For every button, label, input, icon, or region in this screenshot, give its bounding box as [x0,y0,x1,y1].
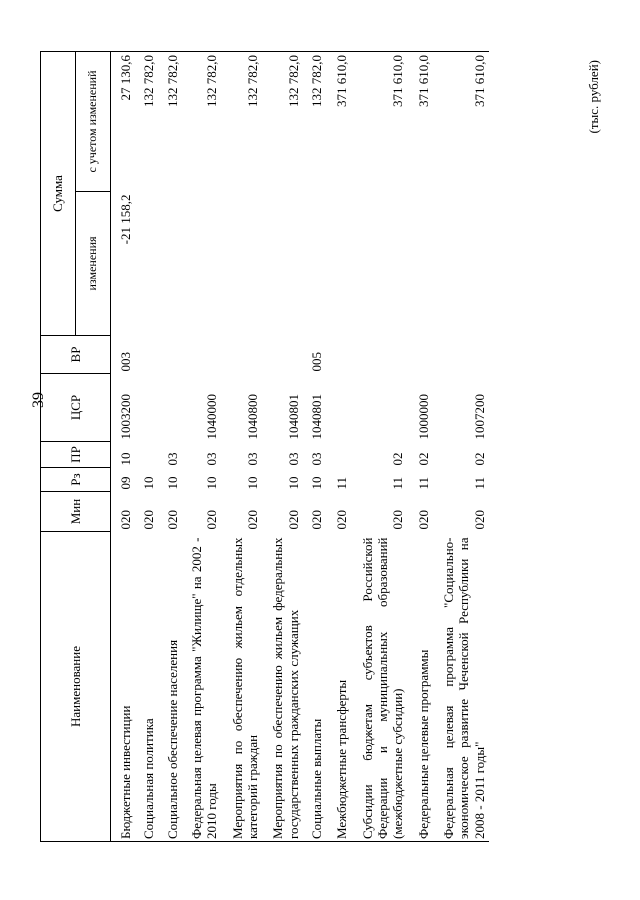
table-row [408,52,433,842]
header-pr: ПР [41,442,111,468]
cell-pr [135,442,158,468]
header-changes: изменения [76,192,111,336]
cell-rz: 11 [471,476,487,490]
cell-with-changes: 132 782,0 [222,52,263,192]
cell-min: 020 [285,510,301,530]
cell-rz: 11 [415,476,431,490]
table-row [303,52,326,842]
cell-with-changes: 371 610,0 [433,52,489,192]
table-row [262,52,303,842]
cell-pr: 03 [308,452,324,466]
header-name: Наименование [41,532,111,842]
cell-name: Социальные выплаты [303,532,326,842]
cell-rz: 11 [390,476,406,490]
cell-csr: 1007200 [471,394,487,440]
table-row [433,52,489,842]
units-label: (тыс. рублей) [586,60,601,134]
table-row [111,52,136,842]
cell-csr: 1000000 [415,394,431,440]
cell-changes [303,192,326,336]
cell-pr: 03 [164,452,180,466]
cell-pr [326,442,351,468]
cell-csr: 1040801 [285,394,301,440]
cell-name: Мероприятия по обеспечению жильем федеральных государственных гражданских служащих [262,532,303,842]
table-row [222,52,263,842]
cell-csr [326,374,351,442]
header-csr: ЦСР [41,374,111,442]
cell-pr: 02 [415,452,431,466]
cell-rz: 10 [164,476,180,490]
header-vr: ВР [41,336,111,374]
rotated-page-content [40,52,610,842]
cell-changes [182,192,222,336]
cell-name: Федеральные целевые программы [408,532,433,842]
cell-vr [433,336,489,374]
cell-pr: 10 [118,452,133,466]
cell-min: 020 [118,510,133,530]
table-row [352,52,408,842]
cell-rz: 10 [244,476,260,490]
cell-vr [262,336,303,374]
cell-csr: 1040801 [308,394,324,440]
cell-rz: 11 [334,476,350,490]
cell-changes: -21 158,2 [118,194,133,245]
cell-vr [352,336,408,374]
cell-csr [159,374,182,442]
cell-with-changes: 132 782,0 [135,52,158,192]
table-row [326,52,351,842]
cell-with-changes: 371 610,0 [408,52,433,192]
cell-name: Межбюджетные трансферты [326,532,351,842]
cell-rz: 10 [204,476,220,490]
cell-pr: 02 [471,452,487,466]
cell-with-changes: 27 130,6 [111,52,136,192]
cell-pr: 02 [390,452,406,466]
cell-min: 020 [141,510,157,530]
cell-vr [326,336,351,374]
table-row [159,52,182,842]
cell-vr [159,336,182,374]
cell-pr: 03 [285,452,301,466]
cell-min: 020 [334,510,350,530]
table-row [135,52,158,842]
cell-name: Социальное обеспечение населения [159,532,182,842]
header-with-changes: с учетом изменений [76,52,111,192]
cell-changes [222,192,263,336]
cell-min: 020 [308,510,324,530]
cell-vr [135,336,158,374]
cell-name: Социальная политика [135,532,158,842]
cell-pr: 03 [244,452,260,466]
cell-with-changes: 132 782,0 [303,52,326,192]
cell-csr: 1040000 [204,394,220,440]
cell-with-changes: 132 782,0 [182,52,222,192]
cell-rz: 10 [308,476,324,490]
cell-changes [326,192,351,336]
cell-changes [433,192,489,336]
cell-vr [222,336,263,374]
table-header [41,52,111,842]
table-body [111,52,489,842]
cell-min: 020 [471,510,487,530]
table-row [182,52,222,842]
cell-changes [408,192,433,336]
cell-name: Федеральная целевая программа "Социально-экономическое развитие Чеченской Республики на 2008 - 2011 годы" [433,532,489,842]
cell-vr [182,336,222,374]
cell-csr [352,374,408,442]
header-sum: Сумма [41,52,76,336]
cell-name: Мероприятия по обеспечению жильем отдельных категорий граждан [222,532,263,842]
cell-rz: 10 [285,476,301,490]
cell-changes [352,192,408,336]
cell-name: Субсидии бюджетам субъектов Российской Федерации и муниципальных образований (межбюджетные субсидии) [352,532,408,842]
cell-min: 020 [164,510,180,530]
cell-vr [408,336,433,374]
cell-name: Бюджетные инвестиции [111,532,136,842]
cell-csr [135,374,158,442]
cell-min: 020 [204,510,220,530]
cell-csr: 1040800 [244,394,260,440]
page-number: 39 [30,392,47,408]
cell-changes [159,192,182,336]
budget-table [40,51,489,842]
cell-vr: 003 [118,352,133,372]
cell-pr: 03 [204,452,220,466]
cell-rz: 09 [118,476,133,490]
cell-name: Федеральная целевая программа "Жилище" на 2002 - 2010 годы [182,532,222,842]
cell-changes [135,192,158,336]
cell-changes [262,192,303,336]
cell-with-changes: 132 782,0 [262,52,303,192]
cell-with-changes: 371 610,0 [352,52,408,192]
cell-with-changes: 132 782,0 [159,52,182,192]
cell-min: 020 [390,510,406,530]
header-min: Мин [41,492,111,532]
cell-min: 020 [415,510,431,530]
header-rz: Рз [41,468,111,492]
cell-min: 020 [244,510,260,530]
cell-with-changes: 371 610,0 [326,52,351,192]
cell-csr: 1003200 [118,394,133,440]
cell-vr: 005 [308,352,324,372]
cell-rz: 10 [141,476,157,490]
